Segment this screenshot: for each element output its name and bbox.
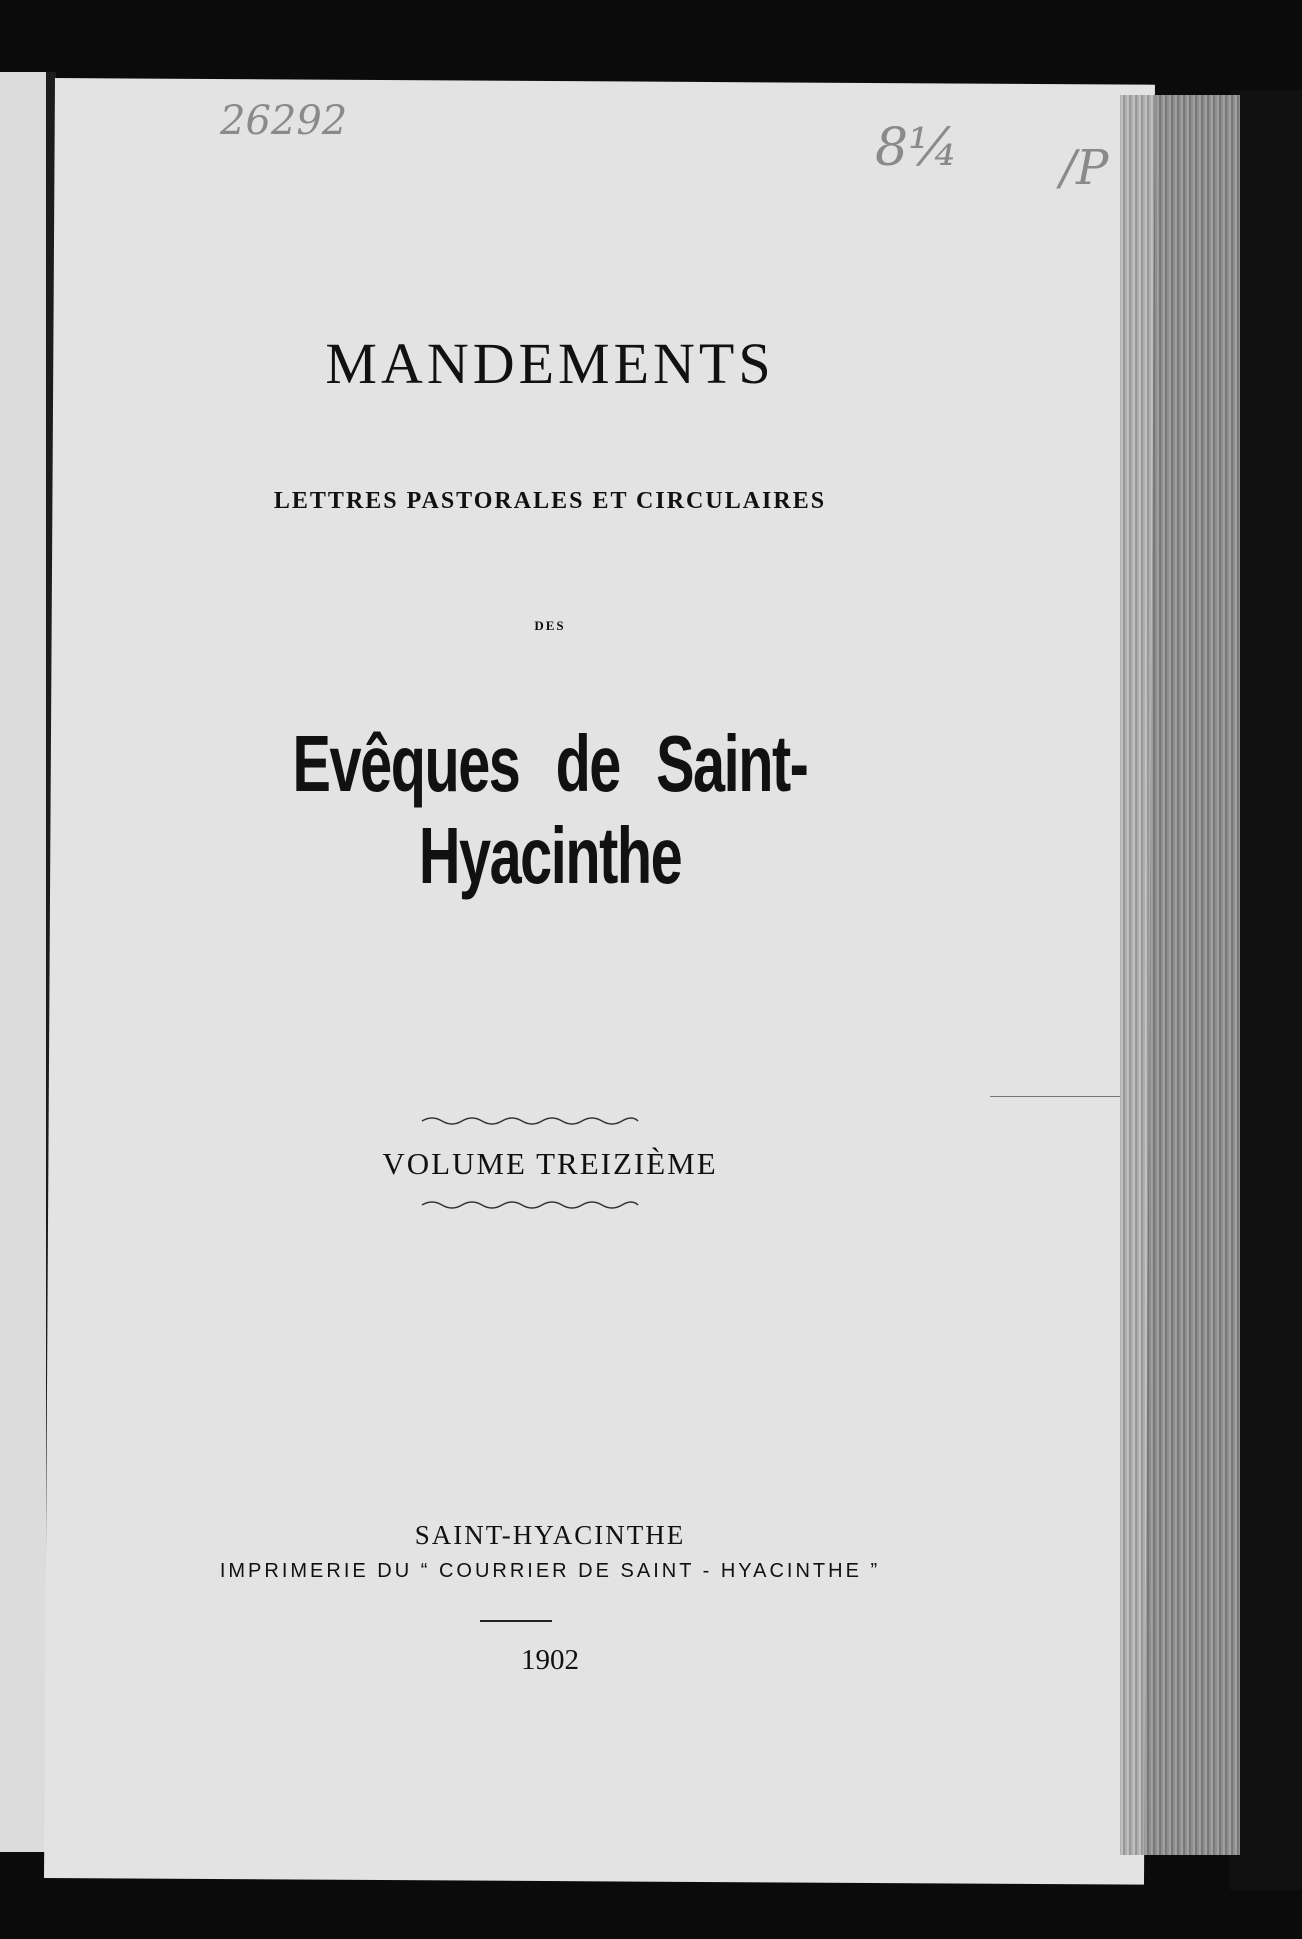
page-fore-edge	[1120, 95, 1240, 1855]
imprint-rule	[480, 1620, 552, 1622]
book-subtitle: LETTRES PASTORALES ET CIRCULAIRES	[273, 488, 827, 514]
volume-label: VOLUME TREIZIÈME	[382, 1146, 718, 1181]
ornament-wave-bottom	[420, 1196, 640, 1214]
book-title: MANDEMENTS	[325, 331, 775, 396]
subtitle-connector: DES	[534, 618, 566, 633]
binding-shadow	[1230, 90, 1302, 1890]
bishops-heading: Evêques de Saint-Hyacinthe	[292, 719, 808, 900]
handwritten-mark: /P	[1060, 140, 1109, 196]
publication-place: SAINT-HYACINTHE	[414, 1520, 686, 1550]
handwritten-fraction: 8¼	[875, 118, 959, 178]
stray-line	[990, 1096, 1120, 1097]
publication-year: 1902	[521, 1644, 579, 1676]
ornament-wave-top	[420, 1112, 640, 1130]
printer-imprint: IMPRIMERIE DU “ COURRIER DE SAINT - HYACINTHE ”	[219, 1560, 881, 1582]
handwritten-catalog-number: 26292	[220, 98, 348, 144]
